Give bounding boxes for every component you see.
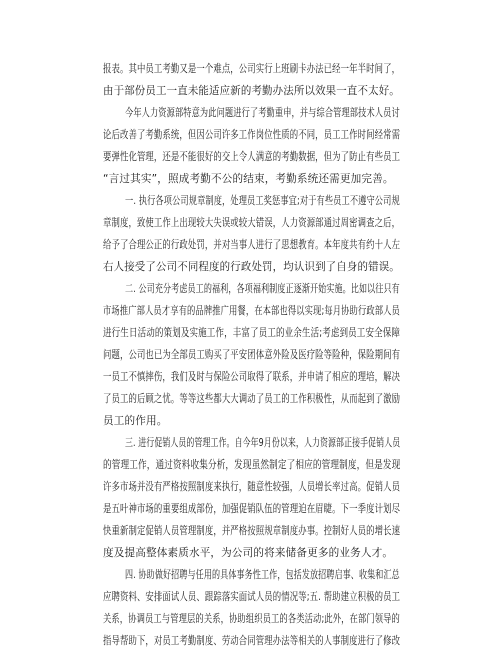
- text-line: 度及提高整体素质水平，为公司的将来储备更多的业务人才。: [103, 547, 394, 559]
- text-line: 论后改善了考勤系统，但因公司许多工作岗位性质的不同，员工工作时间经常需: [103, 129, 401, 141]
- text-line: 一员工不慎摔伤，我们及时与保险公司取得了联系，并申请了相应的理培，解决: [103, 371, 401, 383]
- paragraph-start-line: 四. 协助做好招聘与任用的具体事务性工作，包括发放招聘启事、收集和汇总: [125, 569, 400, 581]
- text-line: 右人接受了公司不同程度的行政处罚，均认识到了自身的错误。: [103, 261, 400, 273]
- paragraph-start-line: 一. 执行各项公司规章制度，处理员工奖惩事宜;对于有些员工不遵守公司规: [125, 195, 400, 207]
- text-line: 员工的作用。: [103, 415, 168, 427]
- text-line: 进行生日活动的策划及实施工作，丰富了员工的业余生活;考虑到员工安全保障: [103, 327, 401, 339]
- text-line: 给予了合理公正的行政处罚，并对当事人进行了思想教育。本年度共有约十人左: [103, 239, 401, 251]
- text-line: 指导帮助下，对员工考勤制度、劳动合同管理办法等相关的人事制度进行了修改: [103, 635, 401, 647]
- text-line: 由于部份员工一直未能适应新的考勤办法所以效果一直不太好。: [103, 85, 400, 97]
- text-line: “言过其实”，照成考勤不公的结束，考勤系统还需更加完善。: [103, 173, 394, 185]
- paragraph-start-line: 三. 进行促销人员的管理工作。自今年9月份以来，人力资源部正接手促销人员: [125, 437, 401, 449]
- paragraph-start-line: 二. 公司充分考虑员工的福利，各项福利制度正逐渐开始实施。比如以往只有: [125, 283, 400, 295]
- text-line: 关系，协调员工与管理层的关系，协助组织员工的各类活动;此外，在部门领导的: [103, 613, 400, 625]
- text-line: 要弹性化管理，还是不能很好的交上令人满意的考勤数据，但为了防止有些员工: [103, 151, 401, 163]
- text-line: 是五叶神市场的重要组成部份，加强促销队伍的管理迫在眉睫。下一季度计划尽: [103, 503, 401, 515]
- text-line: 的管理工作，通过资料收集分析，发现虽然制定了相应的管理制度，但是发现: [103, 459, 401, 471]
- text-line: 问题，公司也已为全部员工购买了平安团体意外险及医疗险等险种，保险期间有: [103, 349, 401, 361]
- text-line: 快重新制定促销人员管理制度，并严格按照规章制度办事。控制好人员的增长速: [103, 525, 401, 537]
- text-line: 了员工的后顾之忧。等等这些都大大调动了员工的工作积极性，从而起到了激励: [103, 393, 401, 405]
- text-line: 应聘资料、安排面试人员、跟踪落实面试人员的情况等;五. 帮助建立积极的员工: [103, 591, 401, 603]
- text-line: 市场推广部人员才享有的品牌推广用餐，在本部也得以实现;每月协助行政部人员: [103, 305, 400, 317]
- text-line: 报表。其中员工考勤又是一个难点，公司实行上班刷卡办法已经一年半时间了，: [103, 63, 401, 75]
- text-line: 章制度，致使工作上出现较大失误或较大错误，人力资源部通过周密调查之后，: [103, 217, 401, 229]
- text-line: 许多市场并没有严格按照制度来执行，随意性较强，人员增长率过高。促销人员: [103, 481, 401, 493]
- paragraph-start-line: 今年人力资源部特意为此问题进行了考勤重申，并与综合管理部技术人员讨: [125, 107, 400, 119]
